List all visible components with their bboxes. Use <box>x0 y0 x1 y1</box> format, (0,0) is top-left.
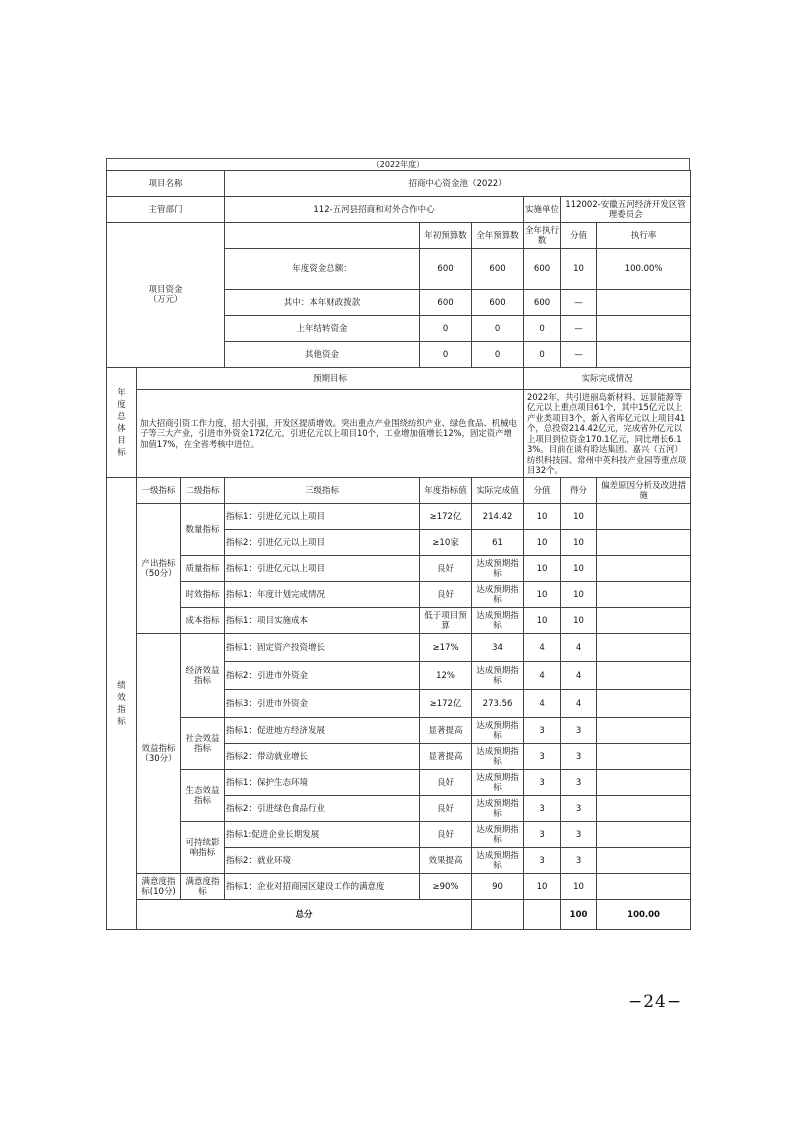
goals-content-row <box>107 390 691 478</box>
indicator-actual: 达成预期指标 <box>472 608 524 634</box>
indicator-score: 3 <box>524 744 561 770</box>
funds-cell: 600 <box>472 249 524 290</box>
indicator-target: 12% <box>420 662 472 690</box>
indicator-target: ≥10家 <box>420 530 472 556</box>
indicator-score: 4 <box>524 634 561 662</box>
indicator-target: ≥172亿 <box>420 504 472 530</box>
level2-satis: 满意度指 标 <box>181 874 225 900</box>
indicator-note <box>597 662 691 690</box>
funds-cell: 0 <box>420 316 472 342</box>
indicator-name: 指标1：项目实施成本 <box>225 608 420 634</box>
funds-header: 全年执行数 <box>524 223 561 249</box>
indicator-name: 指标1：保护生态环境 <box>225 770 420 796</box>
indicator-note <box>597 874 691 900</box>
indicator-name: 指标2：引进绿色食品行业 <box>225 796 420 822</box>
level1-benefit: 效益指标 （30分） <box>137 634 181 874</box>
goals-header-row <box>107 368 691 390</box>
indicator-got: 4 <box>561 662 597 690</box>
indicator-score: 10 <box>524 530 561 556</box>
perf-row <box>107 874 691 900</box>
dept-value: 112-五河县招商和对外合作中心 <box>225 197 524 223</box>
funds-cell: 0 <box>472 342 524 368</box>
total-blank <box>472 900 524 930</box>
goals-section-label: 年 度 总 体 目 标 <box>107 368 137 478</box>
funds-cell: 10 <box>561 249 597 290</box>
funds-cell: 0 <box>524 316 561 342</box>
funds-cell: — <box>561 342 597 368</box>
funds-cell <box>597 316 691 342</box>
indicator-actual: 61 <box>472 530 524 556</box>
indicator-score: 4 <box>524 662 561 690</box>
perf-header: 得分 <box>561 478 597 504</box>
indicator-note <box>597 556 691 582</box>
perf-row <box>107 504 691 530</box>
indicator-target: 良好 <box>420 582 472 608</box>
indicator-actual: 达成预期指标 <box>472 744 524 770</box>
perf-header: 分值 <box>524 478 561 504</box>
funds-header: 全年预算数 <box>472 223 524 249</box>
indicator-actual: 达成预期指标 <box>472 582 524 608</box>
level2-quality: 质量指标 <box>181 556 225 582</box>
indicator-score: 3 <box>524 796 561 822</box>
indicator-got: 10 <box>561 504 597 530</box>
indicator-actual: 达成预期指标 <box>472 770 524 796</box>
funds-cell: 0 <box>524 342 561 368</box>
total-label: 总分 <box>137 900 472 930</box>
perf-row <box>107 582 691 608</box>
funds-header-blank <box>225 223 420 249</box>
indicator-actual: 34 <box>472 634 524 662</box>
indicator-target: 效果提高 <box>420 848 472 874</box>
indicator-name: 指标2：引进亿元以上项目 <box>225 530 420 556</box>
expected-goal-header: 预期目标 <box>137 368 524 390</box>
indicator-name: 指标2：引进市外资金 <box>225 662 420 690</box>
indicator-got: 10 <box>561 556 597 582</box>
funds-cell: 0 <box>472 316 524 342</box>
indicator-actual: 214.42 <box>472 504 524 530</box>
indicator-score: 10 <box>524 582 561 608</box>
level2-quantity: 数量指标 <box>181 504 225 556</box>
indicator-target: 良好 <box>420 556 472 582</box>
funds-header: 执行率 <box>597 223 691 249</box>
level2-eco: 生态效益 指标 <box>181 770 225 822</box>
expected-goal-text: 加大招商引资工作力度，招大引强，开发区提质增效。突出重点产业围绕纺织产业、绿色食品、机械电子等三大产业，引进市外资金172亿元，引进亿元以上项目10个，工业增加值增长12%，固定资产增加值17%，在全省考核中进位。 <box>140 417 517 449</box>
funds-cell: 600 <box>524 249 561 290</box>
indicator-got: 3 <box>561 822 597 848</box>
indicator-got: 4 <box>561 634 597 662</box>
funds-header-row <box>107 223 691 249</box>
indicator-note <box>597 796 691 822</box>
indicator-got: 4 <box>561 690 597 718</box>
impl-label: 实施单位 <box>524 197 561 223</box>
indicator-target: 良好 <box>420 822 472 848</box>
project-name-value: 招商中心资金池（2022） <box>225 171 691 197</box>
indicator-actual: 达成预期指标 <box>472 662 524 690</box>
total-blank <box>524 900 561 930</box>
indicator-got: 10 <box>561 582 597 608</box>
indicator-actual: 达成预期指标 <box>472 848 524 874</box>
indicator-name: 指标1：促进地方经济发展 <box>225 718 420 744</box>
perf-header: 偏差原因分析及改进措施 <box>597 478 691 504</box>
level2-time: 时效指标 <box>181 582 225 608</box>
total-got: 100.00 <box>597 900 691 930</box>
indicator-note <box>597 608 691 634</box>
funds-row-label: 上年结转资金 <box>225 316 420 342</box>
indicator-note <box>597 770 691 796</box>
perf-row <box>107 556 691 582</box>
funds-row-label: 其中：本年财政拨款 <box>225 290 420 316</box>
indicator-target: 良好 <box>420 796 472 822</box>
funds-cell: — <box>561 316 597 342</box>
dept-label: 主管部门 <box>107 197 225 223</box>
total-score: 100 <box>561 900 597 930</box>
indicator-score: 10 <box>524 874 561 900</box>
indicator-score: 4 <box>524 690 561 718</box>
indicator-name: 指标1：固定资产投资增长 <box>225 634 420 662</box>
indicator-got: 3 <box>561 848 597 874</box>
indicator-score: 10 <box>524 556 561 582</box>
indicator-note <box>597 634 691 662</box>
level1-output: 产出指标 （50分） <box>137 504 181 634</box>
actual-result-header: 实际完成情况 <box>524 368 691 390</box>
evaluation-sheet <box>106 158 690 930</box>
indicator-got: 10 <box>561 874 597 900</box>
level2-sustain: 可持续影 响指标 <box>181 822 225 874</box>
project-name-label: 项目名称 <box>107 171 225 197</box>
indicator-name: 指标1：年度计划完成情况 <box>225 582 420 608</box>
funds-cell: 600 <box>524 290 561 316</box>
indicator-got: 3 <box>561 718 597 744</box>
indicator-score: 3 <box>524 848 561 874</box>
funds-row-label: 年度资金总额： <box>225 249 420 290</box>
indicator-name: 指标1：引进亿元以上项目 <box>225 556 420 582</box>
indicator-got: 3 <box>561 796 597 822</box>
perf-row <box>107 770 691 796</box>
level2-cost: 成本指标 <box>181 608 225 634</box>
funds-cell <box>597 290 691 316</box>
year-label: （2022年度） <box>106 158 690 170</box>
funds-section-label: 项目资金 （万元） <box>107 223 225 368</box>
indicator-name: 指标3：引进市外资金 <box>225 690 420 718</box>
indicator-name: 指标1：企业对招商园区建设工作的满意度 <box>225 874 420 900</box>
perf-header: 一级指标 <box>137 478 181 504</box>
indicator-score: 10 <box>524 608 561 634</box>
indicator-target: ≥90% <box>420 874 472 900</box>
funds-cell: 100.00% <box>597 249 691 290</box>
indicator-score: 3 <box>524 822 561 848</box>
indicator-target: ≥17% <box>420 634 472 662</box>
indicator-got: 3 <box>561 744 597 770</box>
perf-section-label: 绩 效 指 标 <box>107 478 137 930</box>
indicator-actual: 273.56 <box>472 690 524 718</box>
expected-goal-text-cell <box>137 390 524 478</box>
indicator-target: 良好 <box>420 770 472 796</box>
actual-result-text-cell <box>524 390 691 478</box>
indicator-note <box>597 718 691 744</box>
page-number: −24− <box>628 992 683 1012</box>
performance-table <box>106 170 691 930</box>
indicator-got: 10 <box>561 530 597 556</box>
level2-social: 社会效益 指标 <box>181 718 225 770</box>
level1-satisfaction: 满意度指 标(10分) <box>137 874 181 900</box>
indicator-actual: 达成预期指标 <box>472 822 524 848</box>
indicator-actual: 达成预期指标 <box>472 718 524 744</box>
funds-header: 年初预算数 <box>420 223 472 249</box>
indicator-got: 10 <box>561 608 597 634</box>
perf-header-row <box>107 478 691 504</box>
indicator-name: 指标1:促进企业长期发展 <box>225 822 420 848</box>
indicator-name: 指标2：就业环境 <box>225 848 420 874</box>
indicator-got: 3 <box>561 770 597 796</box>
indicator-note <box>597 504 691 530</box>
funds-header: 分值 <box>561 223 597 249</box>
funds-cell: 600 <box>420 249 472 290</box>
funds-cell: 600 <box>420 290 472 316</box>
indicator-note <box>597 848 691 874</box>
indicator-note <box>597 744 691 770</box>
project-name-row <box>107 171 691 197</box>
perf-header: 二级指标 <box>181 478 225 504</box>
indicator-target: 显著提高 <box>420 744 472 770</box>
perf-row <box>107 634 691 662</box>
perf-row <box>107 718 691 744</box>
actual-result-text: 2022年，共引进丽岛新材料、远景能源等亿元以上重点项目61个，其中15亿元以上产业类项目3个，新入省库亿元以上项目41个，总投资214.42亿元，完成省外亿元以上项目到位资金170.1亿元，同比增长6.13%。目前在谈有聆达集团、嘉兴（五河）纺织科技园、常州中英科技产业园等重点项目32个。 <box>527 391 687 475</box>
indicator-note <box>597 582 691 608</box>
funds-cell: 600 <box>472 290 524 316</box>
dept-row <box>107 197 691 223</box>
funds-cell: — <box>561 290 597 316</box>
perf-row <box>107 822 691 848</box>
perf-row <box>107 608 691 634</box>
indicator-score: 10 <box>524 504 561 530</box>
perf-header: 三级指标 <box>225 478 420 504</box>
indicator-target: 低于项目预算 <box>420 608 472 634</box>
indicator-score: 3 <box>524 770 561 796</box>
indicator-target: ≥172亿 <box>420 690 472 718</box>
indicator-actual: 90 <box>472 874 524 900</box>
impl-value: 112002-安徽五河经济开发区管理委员会 <box>561 197 691 223</box>
indicator-target: 显著提高 <box>420 718 472 744</box>
perf-header: 实际完成值 <box>472 478 524 504</box>
indicator-name: 指标2：带动就业增长 <box>225 744 420 770</box>
indicator-name: 指标1：引进亿元以上项目 <box>225 504 420 530</box>
indicator-actual: 达成预期指标 <box>472 556 524 582</box>
funds-cell <box>597 342 691 368</box>
perf-header: 年度指标值 <box>420 478 472 504</box>
indicator-note <box>597 530 691 556</box>
indicator-note <box>597 690 691 718</box>
indicator-actual: 达成预期指标 <box>472 796 524 822</box>
indicator-score: 3 <box>524 718 561 744</box>
funds-row-label: 其他资金 <box>225 342 420 368</box>
funds-cell: 0 <box>420 342 472 368</box>
level2-economic: 经济效益 指标 <box>181 634 225 718</box>
total-row <box>107 900 691 930</box>
indicator-note <box>597 822 691 848</box>
